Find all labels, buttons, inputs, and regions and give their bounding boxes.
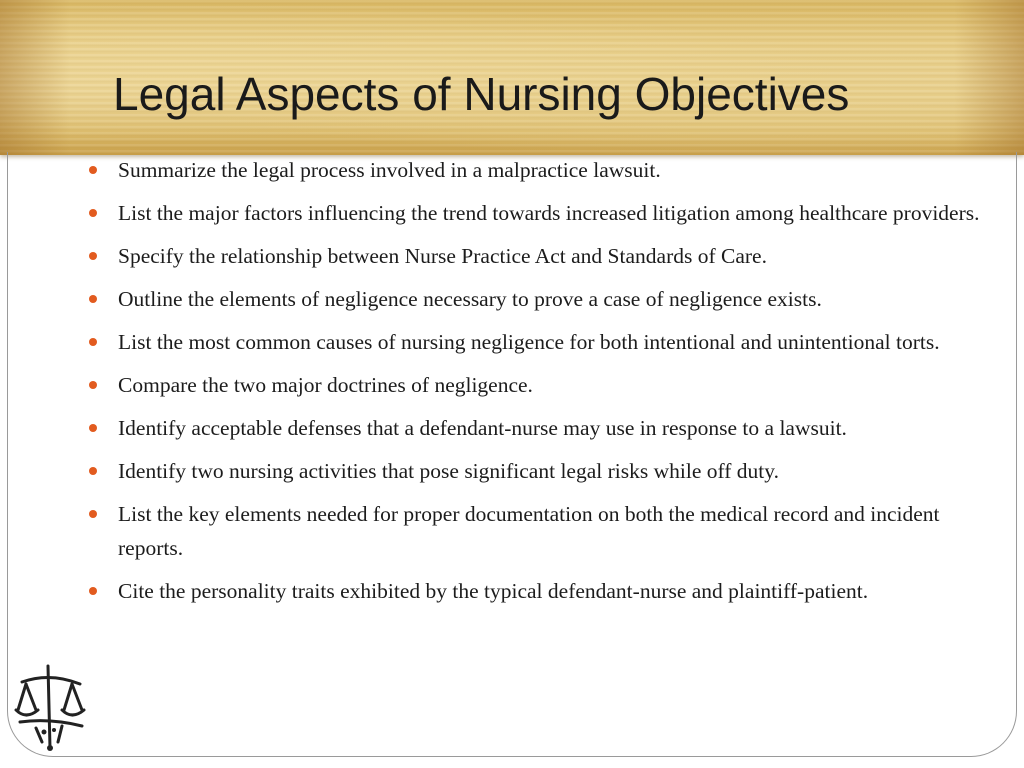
bullet-icon: [89, 510, 97, 518]
bullet-icon: [89, 209, 97, 217]
bullet-icon: [89, 467, 97, 475]
list-item: [84, 411, 994, 445]
bullet-icon: [89, 424, 97, 432]
list-item: [84, 239, 994, 273]
banner-edge-left: [0, 0, 70, 155]
bullet-icon: [89, 252, 97, 260]
list-item-text: List the major factors influencing the trend towards increased litigation among healthcare providers.: [118, 201, 980, 225]
list-item: [84, 368, 994, 402]
list-item: [84, 153, 994, 187]
list-item: [84, 196, 994, 230]
list-item-text: Summarize the legal process involved in a malpractice lawsuit.: [118, 158, 661, 182]
bullet-icon: [89, 166, 97, 174]
list-item: [84, 574, 994, 608]
list-item: [84, 282, 994, 316]
list-item-text: List the key elements needed for proper documentation on both the medical record and incident reports.: [118, 502, 940, 560]
list-item: [84, 454, 994, 488]
scales-of-justice-icon: [14, 662, 88, 752]
banner-edge-right: [954, 0, 1024, 155]
objectives-list: [84, 153, 994, 617]
list-item-text: Identify two nursing activities that pose significant legal risks while off duty.: [118, 459, 779, 483]
list-item-text: Identify acceptable defenses that a defendant-nurse may use in response to a lawsuit.: [118, 416, 847, 440]
slide-title: Legal Aspects of Nursing Objectives: [113, 68, 850, 120]
list-item-text: Specify the relationship between Nurse Practice Act and Standards of Care.: [118, 244, 767, 268]
list-item-text: Compare the two major doctrines of negligence.: [118, 373, 533, 397]
bullet-icon: [89, 587, 97, 595]
bullet-icon: [89, 338, 97, 346]
bullet-icon: [89, 381, 97, 389]
list-item-text: Cite the personality traits exhibited by the typical defendant-nurse and plaintiff-patient.: [118, 579, 869, 603]
list-item-text: Outline the elements of negligence necessary to prove a case of negligence exists.: [118, 287, 822, 311]
bullet-icon: [89, 295, 97, 303]
list-item: [84, 497, 994, 565]
list-item-text: List the most common causes of nursing negligence for both intentional and unintentional torts.: [118, 330, 940, 354]
list-item: [84, 325, 994, 359]
title-banner: [0, 0, 1024, 155]
